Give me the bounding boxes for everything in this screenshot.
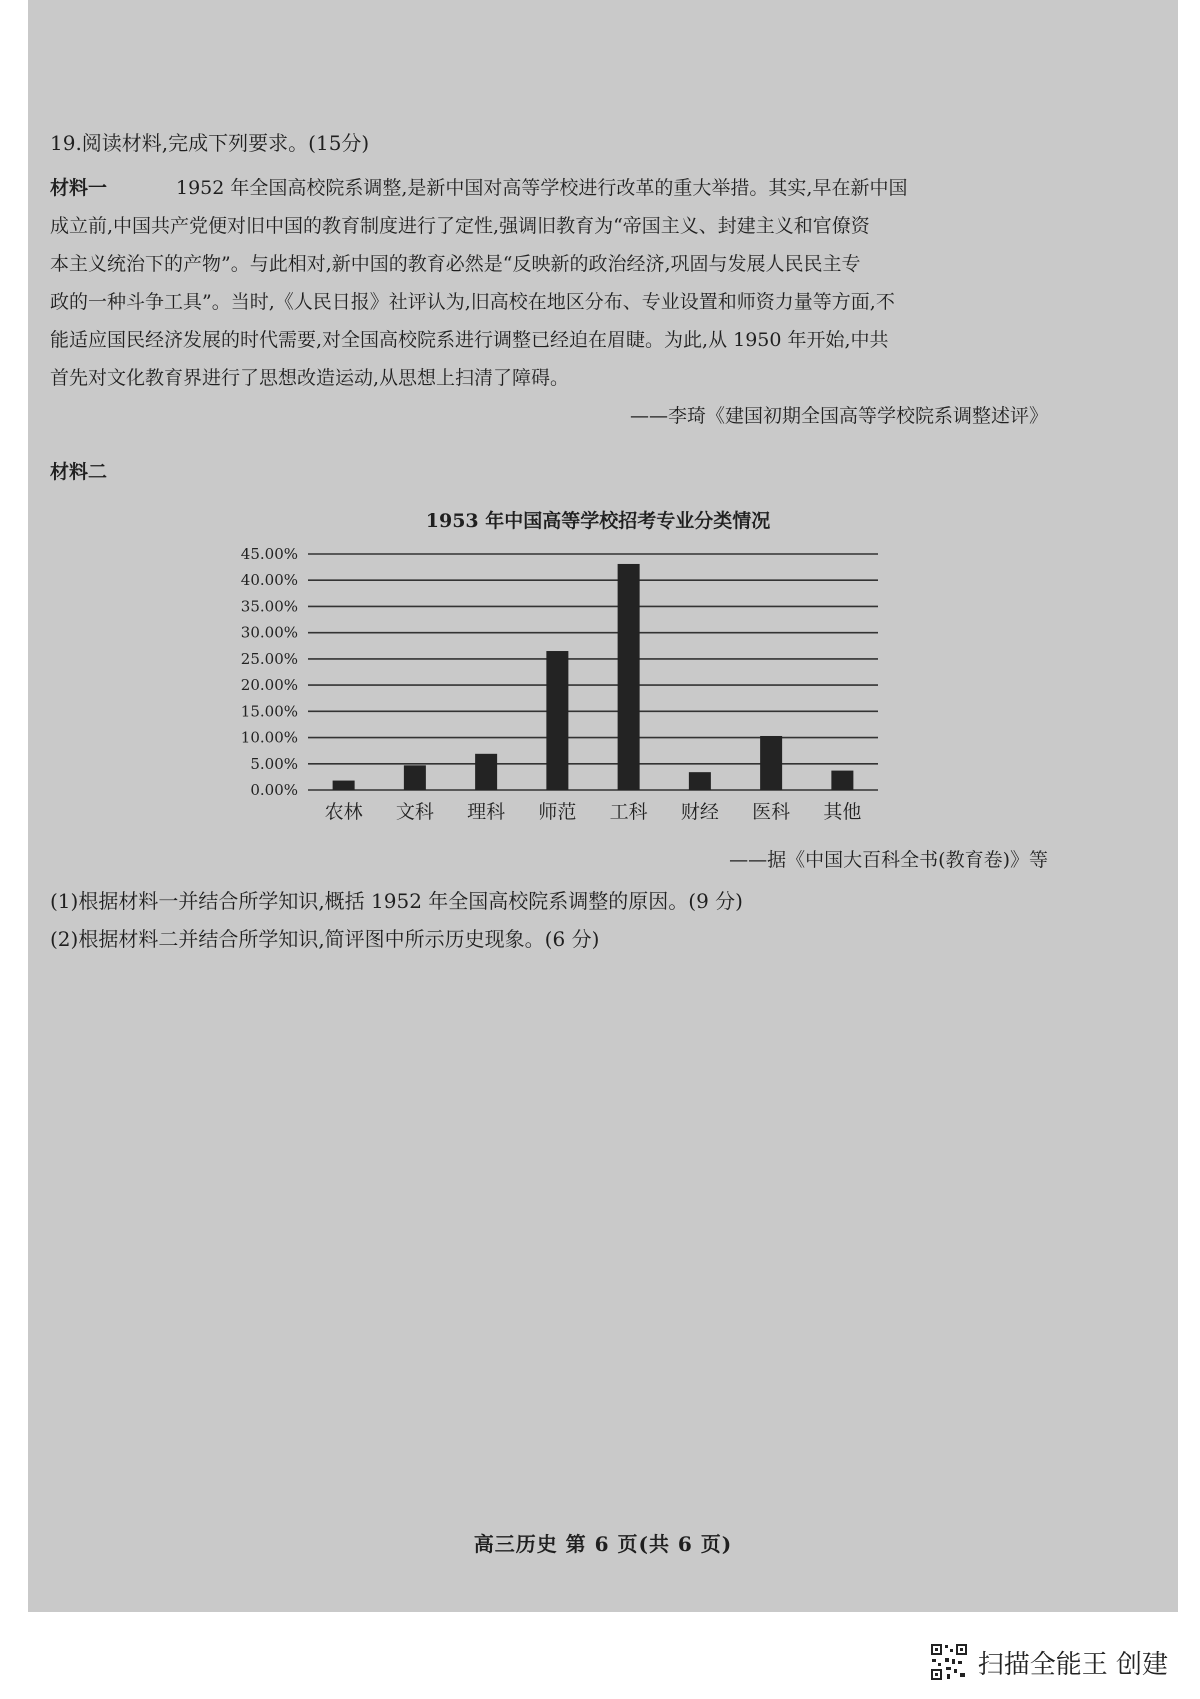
- x-tick-label: 师范: [538, 801, 577, 823]
- bar: [404, 765, 426, 790]
- x-tick-label: 工科: [609, 801, 648, 823]
- chart-title: 1953 年中国高等学校招考专业分类情况: [425, 510, 771, 532]
- y-tick-label: 25.00%: [240, 649, 298, 668]
- material1-line-5: 能适应国民经济发展的时代需要,对全国高校院系进行调整已经迫在眉睫。为此,从 1950 年开始,中共: [50, 329, 889, 351]
- exam-page: [28, 0, 1178, 1612]
- y-tick-label: 20.00%: [240, 676, 298, 695]
- y-tick-label: 45.00%: [240, 545, 298, 563]
- scanner-watermark: [930, 1642, 1168, 1682]
- y-tick-label: 30.00%: [240, 623, 298, 642]
- y-tick-label: 35.00%: [240, 597, 298, 616]
- y-tick-label: 15.00%: [240, 702, 298, 721]
- x-tick-label: 其他: [823, 801, 862, 823]
- task-2: (2)根据材料二并结合所学知识,简评图中所示历史现象。(6 分): [50, 927, 600, 951]
- bar: [618, 564, 640, 790]
- bar: [475, 754, 497, 790]
- task-1: (1)根据材料一并结合所学知识,概括 1952 年全国高校院系调整的原因。(9 分): [50, 889, 743, 913]
- material1-line-4: 政的一种斗争工具”。当时,《人民日报》社评认为,旧高校在地区分布、专业设置和师资力量等方面,不: [50, 291, 895, 313]
- scanner-text: 扫描全能王 创建: [977, 1649, 1168, 1680]
- material1-label: 材料一: [50, 177, 108, 199]
- y-tick-label: 0.00%: [250, 781, 298, 799]
- bar-chart: [218, 540, 918, 830]
- material1-line-3: 本主义统治下的产物”。与此相对,新中国的教育必然是“反映新的政治经济,巩固与发展人民民主专: [50, 253, 861, 275]
- question-heading: 19.阅读材料,完成下列要求。(15分): [50, 131, 370, 155]
- material1-line-1: 1952 年全国高校院系调整,是新中国对高等学校进行改革的重大举措。其实,早在新中国: [176, 177, 908, 199]
- material1-source: ——李琦《建国初期全国高等学校院系调整述评》: [629, 405, 1048, 427]
- bar: [546, 651, 568, 790]
- qr-code-icon: [930, 1643, 968, 1681]
- x-tick-label: 理科: [467, 801, 506, 823]
- x-tick-label: 医科: [752, 801, 791, 823]
- material2-label: 材料二: [50, 461, 108, 483]
- material1-line-6: 首先对文化教育界进行了思想改造运动,从思想上扫清了障碍。: [50, 367, 570, 389]
- y-tick-label: 5.00%: [250, 754, 298, 773]
- page-footer: 高三历史 第 6 页(共 6 页): [473, 1532, 733, 1556]
- bar: [760, 736, 782, 790]
- bar: [831, 771, 853, 790]
- material2-source: ——据《中国大百科全书(教育卷)》等: [729, 849, 1048, 871]
- bar: [689, 772, 711, 790]
- material1-line-2: 成立前,中国共产党便对旧中国的教育制度进行了定性,强调旧教育为“帝国主义、封建主义和官僚资: [50, 215, 870, 237]
- y-tick-label: 40.00%: [240, 571, 298, 590]
- x-tick-label: 文科: [395, 801, 434, 823]
- y-tick-label: 10.00%: [240, 728, 298, 747]
- x-tick-label: 农林: [324, 801, 363, 823]
- x-tick-label: 财经: [680, 801, 719, 823]
- bar: [333, 781, 355, 790]
